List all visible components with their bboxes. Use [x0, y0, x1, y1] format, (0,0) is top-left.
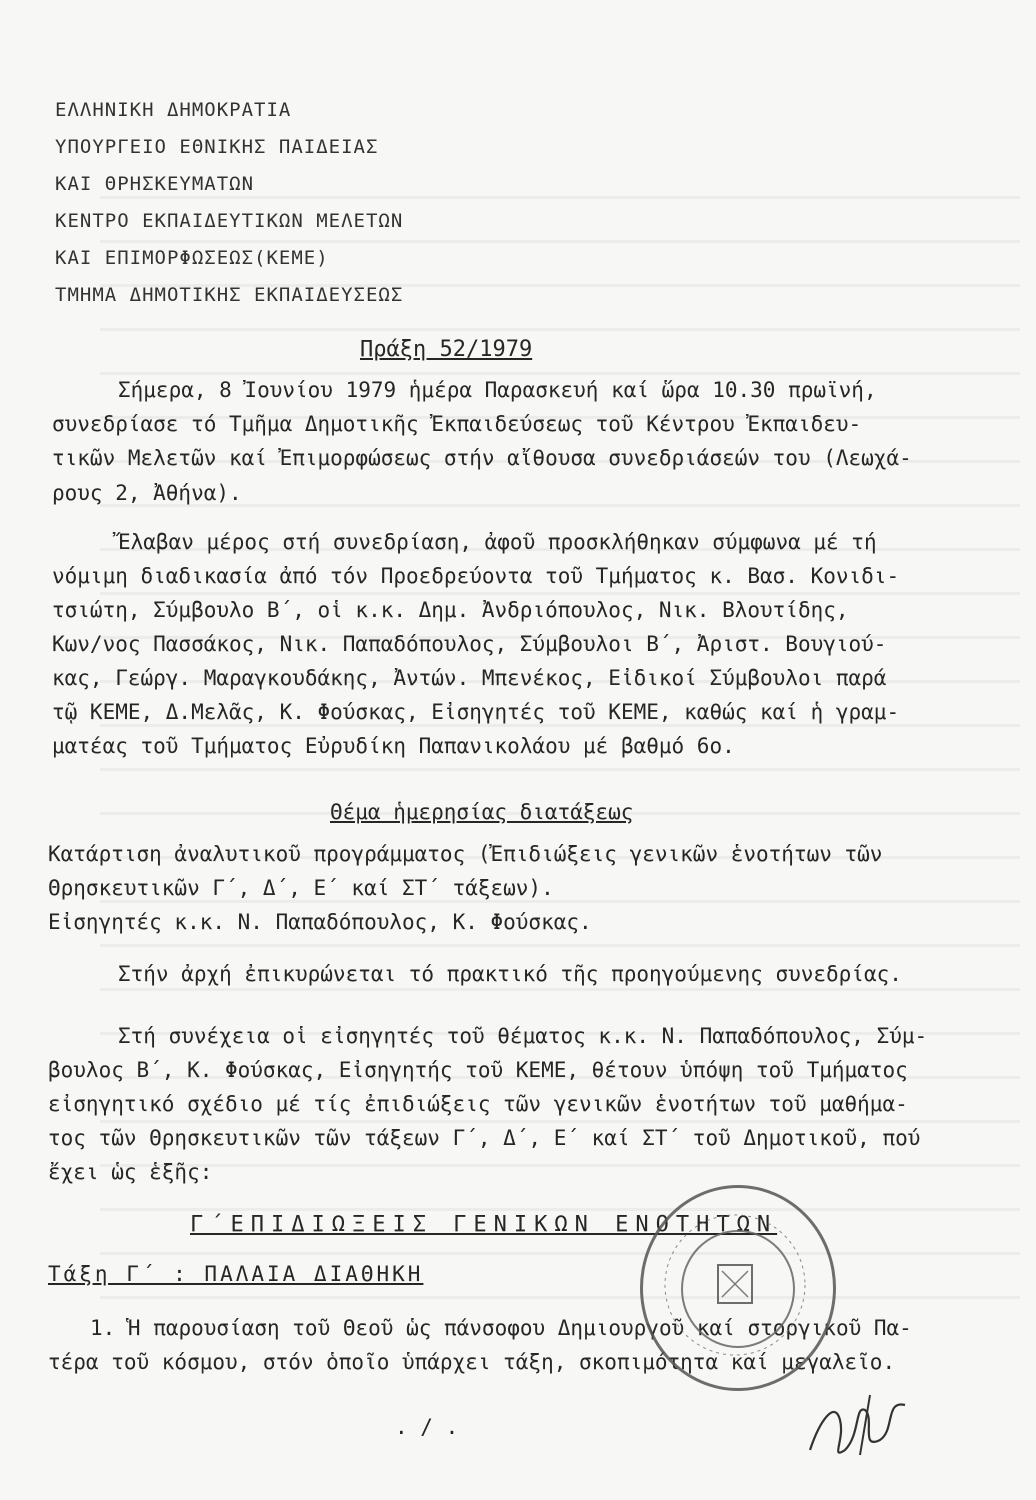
agenda-line: Κατάρτιση ἀναλυτικοῦ προγράμματος (Ἐπιδιώξεις γενικῶν ἑνοτήτων τῶν	[48, 842, 883, 866]
letterhead-line: ΤΜΗΜΑ ΔΗΜΟΤΙΚΗΣ ΕΚΠΑΙΔΕΥΣΕΩΣ	[55, 284, 404, 306]
section-title: Γ΄ΕΠΙΔΙΩΞΕΙΣ ΓΕΝΙΚΩΝ ΕΝΟΤΗΤΩΝ	[190, 1212, 778, 1237]
continuation-mark: . / .	[395, 1415, 459, 1439]
intro-line: συνεδρίασε τό Τμῆμα Δημοτικῆς Ἐκπαιδεύσεως τοῦ Κέντρου Ἐκπαιδευ-	[52, 412, 862, 436]
item-line: τέρα τοῦ κόσμου, στόν ὁποῖο ὑπάρχει τάξη, σκοπιμότητα καί μεγαλεῖο.	[48, 1350, 896, 1374]
agenda-title: Θέμα ἡμερησίας διατάξεως	[330, 800, 634, 824]
letterhead-line: ΚΕΝΤΡΟ ΕΚΠΑΙΔΕΥΤΙΚΩΝ ΜΕΛΕΤΩΝ	[55, 210, 404, 232]
letterhead-line: ΥΠΟΥΡΓΕΙΟ ΕΘΝΙΚΗΣ ΠΑΙΔΕΙΑΣ	[55, 136, 379, 158]
proposal-line: βουλος Β΄, Κ. Φούσκας, Εἰσηγητής τοῦ ΚΕΜΕ, θέτουν ὑπόψη τοῦ Τμήματος	[48, 1058, 908, 1082]
act-title: Πράξη 52/1979	[360, 337, 533, 362]
class-title: Τάξη Γ΄ : ΠΑΛΑΙΑ ΔΙΑΘΗΚΗ	[48, 1262, 424, 1286]
item-line: 1. Ἡ παρουσίαση τοῦ Θεοῦ ὡς πάνσοφου Δημιουργοῦ καί στοργικοῦ Πα-	[90, 1316, 912, 1340]
participants-line: Ἔλαβαν μέρος στή συνεδρίαση, ἀφοῦ προσκλήθηκαν σύμφωνα μέ τή	[118, 530, 877, 554]
participants-line: τσιώτη, Σύμβουλο Β΄, οἱ κ.κ. Δημ. Ἀνδριόπουλος, Νικ. Βλουτίδης,	[52, 598, 849, 622]
intro-line: τικῶν Μελετῶν καί Ἐπιμορφώσεως στήν αἴθουσα συνεδριάσεών του (Λεωχά-	[52, 446, 912, 470]
letterhead	[55, 92, 403, 314]
proposal-line: τος τῶν Θρησκευτικῶν τῶν τάξεων Γ΄, Δ΄, Ε΄ καί ΣΤ΄ τοῦ Δημοτικοῦ, πού	[48, 1126, 921, 1150]
letterhead-line: ΚΑΙ ΕΠΙΜΟΡΦΩΣΕΩΣ(ΚΕΜΕ)	[55, 247, 329, 269]
seal-emblem-icon	[640, 1185, 830, 1385]
participants-line: κας, Γεώργ. Μαραγκουδάκης, Ἀντών. Μπενέκος, Εἰδικοί Σύμβουλοι παρά	[52, 666, 887, 690]
agenda-line: Θρησκευτικῶν Γ΄, Δ΄, Ε΄ καί ΣΤ΄ τάξεων).	[48, 876, 554, 900]
signature-icon	[800, 1380, 920, 1470]
participants-line: ματέας τοῦ Τμήματος Εὐρυδίκη Παπανικολάου μέ βαθμό 6ο.	[52, 734, 735, 758]
ratify-line: Στήν ἀρχή ἐπικυρώνεται τό πρακτικό τῆς προηγούμενης συνεδρίας.	[118, 962, 902, 986]
participants-line: τῷ ΚΕΜΕ, Δ.Μελᾶς, Κ. Φούσκας, Εἰσηγητές τοῦ ΚΕΜΕ, καθώς καί ἡ γραμ-	[52, 700, 900, 724]
official-seal	[640, 1185, 836, 1391]
letterhead-line: ΚΑΙ ΘΡΗΣΚΕΥΜΑΤΩΝ	[55, 173, 255, 195]
participants-line: νόμιμη διαδικασία ἀπό τόν Προεδρεύοντα τοῦ Τμήματος κ. Βασ. Κονιδι-	[52, 564, 900, 588]
intro-line: ρους 2, Ἀθήνα).	[52, 481, 242, 505]
agenda-line: Εἰσηγητές κ.κ. Ν. Παπαδόπουλος, Κ. Φούσκας.	[48, 910, 592, 934]
proposal-line: εἰσηγητικό σχέδιο μέ τίς ἐπιδιώξεις τῶν γενικῶν ἑνοτήτων τοῦ μαθήμα-	[48, 1092, 908, 1116]
proposal-line: ἔχει ὡς ἑξῆς:	[48, 1160, 213, 1184]
participants-line: Κων/νος Πασσάκος, Νικ. Παπαδόπουλος, Σύμβουλοι Β΄, Ἀριστ. Βουγιού-	[52, 632, 887, 656]
proposal-line: Στή συνέχεια οἱ εἰσηγητές τοῦ θέματος κ.κ. Ν. Παπαδόπουλος, Σύμ-	[118, 1024, 928, 1048]
letterhead-line: ΕΛΛΗΝΙΚΗ ΔΗΜΟΚΡΑΤΙΑ	[55, 99, 292, 121]
intro-line: Σήμερα, 8 Ἰουνίου 1979 ἡμέρα Παρασκευή καί ὥρα 10.30 πρωϊνή,	[118, 378, 877, 402]
